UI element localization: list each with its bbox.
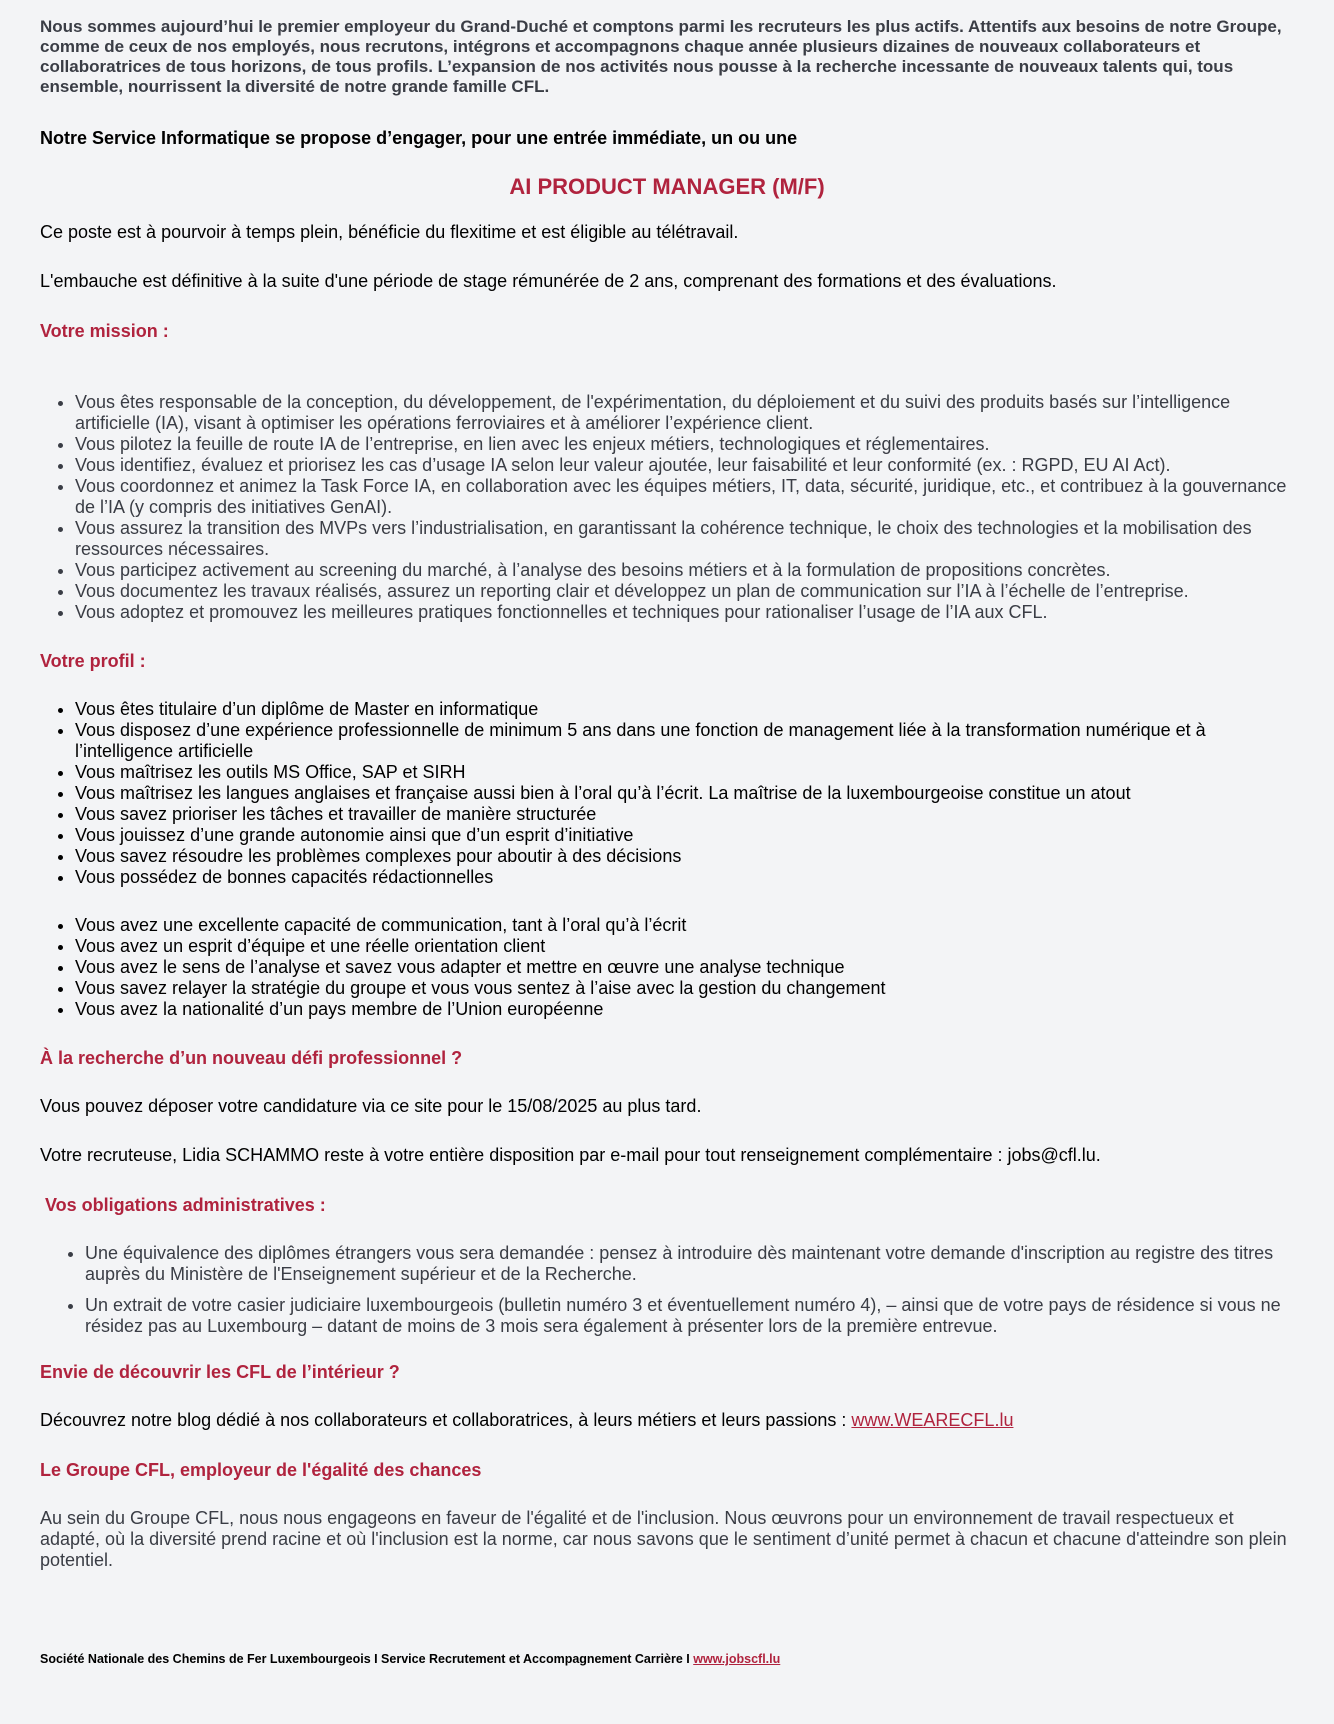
obligations-heading-label: Vos obligations administratives : bbox=[45, 1195, 326, 1215]
profile-list-secondary bbox=[40, 915, 1294, 1020]
list-item: • Vous disposez d’une expérience professionnelle de minimum 5 ans dans une fonction de management liée à la transformation numérique et à l’intelligence artificielle bbox=[75, 720, 1294, 762]
footer-text: Société Nationale des Chemins de Fer Luxembourgeois I Service Recrutement et Accompagnement Carrière I bbox=[40, 1652, 694, 1666]
mission-spacer bbox=[40, 342, 1294, 392]
job-title: AI PRODUCT MANAGER (M/F) bbox=[509, 174, 825, 199]
list-item: • Vous savez prioriser les tâches et travailler de manière structurée bbox=[75, 804, 1294, 825]
list-item: • Vous savez résoudre les problèmes complexes pour aboutir à des décisions bbox=[75, 846, 1294, 867]
obligations-list bbox=[40, 1243, 1294, 1337]
list-item: • Vous savez relayer la stratégie du groupe et vous vous sentez à l’aise avec la gestion du changement bbox=[75, 978, 1294, 999]
list-item: • Vous identifiez, évaluez et priorisez les cas d’usage IA selon leur valeur ajoutée, leur faisabilité et leur conformité (ex. : RGPD, EU AI Act). bbox=[75, 455, 1294, 476]
list-item: • Vous possédez de bonnes capacités rédactionnelles bbox=[75, 867, 1294, 888]
blog-paragraph bbox=[40, 1410, 1294, 1431]
list-item: • Vous maîtrisez les langues anglaises et française aussi bien à l’oral qu’à l’écrit. La maîtrise de la luxembourgeoise constitue un atout bbox=[75, 783, 1294, 804]
discover-heading: Envie de découvrir les CFL de l’intérieur ? bbox=[40, 1362, 400, 1382]
list-item: • Vous êtes responsable de la conception, du développement, de l'expérimentation, du déploiement et du suivi des produits basés sur l’intelligence artificielle (IA), visant à optimiser les opérations ferroviaires et à améliorer l’expérience client. bbox=[75, 392, 1294, 434]
lead-sentence: Notre Service Informatique se propose d’engager, pour une entrée immédiate, un ou une bbox=[40, 128, 798, 148]
challenge-heading: À la recherche d’un nouveau défi professionnel ? bbox=[40, 1048, 463, 1068]
profile-heading: Votre profil : bbox=[40, 651, 146, 671]
profile-list-primary bbox=[40, 699, 1294, 888]
list-item: • Vous avez la nationalité d’un pays membre de l’Union européenne bbox=[75, 999, 1294, 1020]
list-item: • Vous adoptez et promouvez les meilleures pratiques fonctionnelles et techniques pour rationaliser l’usage de l’IA aux CFL. bbox=[75, 602, 1294, 623]
equality-paragraph: Au sein du Groupe CFL, nous nous engageons en faveur de l'égalité et de l'inclusion. Nous œuvrons pour un environnement de travail respectueux et adapté, où la diversité prend racine et où l'inclusion est la norme, car nous savons que le sentiment d’unité permet à chacun et chacune d'atteindre son plein potentiel. bbox=[40, 1508, 1287, 1570]
list-item: • Vous avez une excellente capacité de communication, tant à l’oral qu’à l’écrit bbox=[75, 915, 1294, 936]
condition-hiring: L'embauche est définitive à la suite d'une période de stage rémunérée de 2 ans, comprenant des formations et des évaluations. bbox=[40, 271, 1057, 291]
condition-schedule: Ce poste est à pourvoir à temps plein, bénéficie du flexitime et est éligible au télétravail. bbox=[40, 222, 739, 242]
blog-text: Découvrez notre blog dédié à nos collaborateurs et collaboratrices, à leurs métiers et leurs passions : bbox=[40, 1410, 852, 1430]
list-item: • Vous coordonnez et animez la Task Force IA, en collaboration avec les équipes métiers, IT, data, sécurité, juridique, etc., et contribuez à la gouvernance de l’IA (y compris des initiatives GenAI). bbox=[75, 476, 1294, 518]
intro-paragraph: Nous sommes aujourd’hui le premier employeur du Grand-Duché et comptons parmi les recruteurs les plus actifs. Attentifs aux besoins de notre Groupe, comme de ceux de nos employés, nous recrutons, intégrons et accompagnons chaque année plusieurs dizaines de nouveaux collaborateurs et collaboratrices de tous horizons, de tous profils. L’expansion de nos activités nous pousse à la recherche incessante de nouveaux talents qui, tous ensemble, nourrissent la diversité de notre grande famille CFL. bbox=[40, 17, 1282, 96]
list-item: • Une équivalence des diplômes étrangers vous sera demandée : pensez à introduire dès maintenant votre demande d'inscription au registre des titres auprès du Ministère de l'Enseignement supérieur et de la Recherche. bbox=[85, 1243, 1294, 1285]
list-item: • Vous assurez la transition des MVPs vers l’industrialisation, en garantissant la cohérence technique, le choix des technologies et la mobilisation des ressources nécessaires. bbox=[75, 518, 1294, 560]
mission-heading: Votre mission : bbox=[40, 321, 169, 341]
list-item: • Vous documentez les travaux réalisés, assurez un reporting clair et développez un plan de communication sur l’IA à l’échelle de l’entreprise. bbox=[75, 581, 1294, 602]
list-item: • Vous avez le sens de l’analyse et savez vous adapter et mettre en œuvre une analyse technique bbox=[75, 957, 1294, 978]
application-deadline: Vous pouvez déposer votre candidature via ce site pour le 15/08/2025 au plus tard. bbox=[40, 1096, 702, 1116]
footer bbox=[40, 1651, 1294, 1667]
list-item: • Vous avez un esprit d’équipe et une réelle orientation client bbox=[75, 936, 1294, 957]
mission-list bbox=[40, 392, 1294, 623]
list-item: • Vous pilotez la feuille de route IA de l’entreprise, en lien avec les enjeux métiers, technologiques et réglementaires. bbox=[75, 434, 1294, 455]
list-item: • Un extrait de votre casier judiciaire luxembourgeois (bulletin numéro 3 et éventuellement numéro 4), – ainsi que de votre pays de résidence si vous ne résidez pas au Luxembourg – datant de moins de 3 mois sera également à présenter lors de la première entrevue. bbox=[85, 1295, 1294, 1337]
equality-heading: Le Groupe CFL, employeur de l'égalité des chances bbox=[40, 1460, 482, 1480]
list-item: • Vous participez activement au screening du marché, à l’analyse des besoins métiers et à la formulation de propositions concrètes. bbox=[75, 560, 1294, 581]
list-item: • Vous jouissez d’une grande autonomie ainsi que d’un esprit d’initiative bbox=[75, 825, 1294, 846]
blog-link[interactable]: www.WEARECFL.lu bbox=[851, 1410, 1014, 1430]
recruiter-contact: Votre recruteuse, Lidia SCHAMMO reste à votre entière disposition par e-mail pour tout renseignement complémentaire : jobs@cfl.lu. bbox=[40, 1145, 1101, 1165]
footer-link[interactable]: www.jobscfl.lu bbox=[693, 1652, 781, 1666]
obligations-heading bbox=[40, 1194, 1294, 1216]
list-item: • Vous maîtrisez les outils MS Office, SAP et SIRH bbox=[75, 762, 1294, 783]
list-item: • Vous êtes titulaire d’un diplôme de Master en informatique bbox=[75, 699, 1294, 720]
